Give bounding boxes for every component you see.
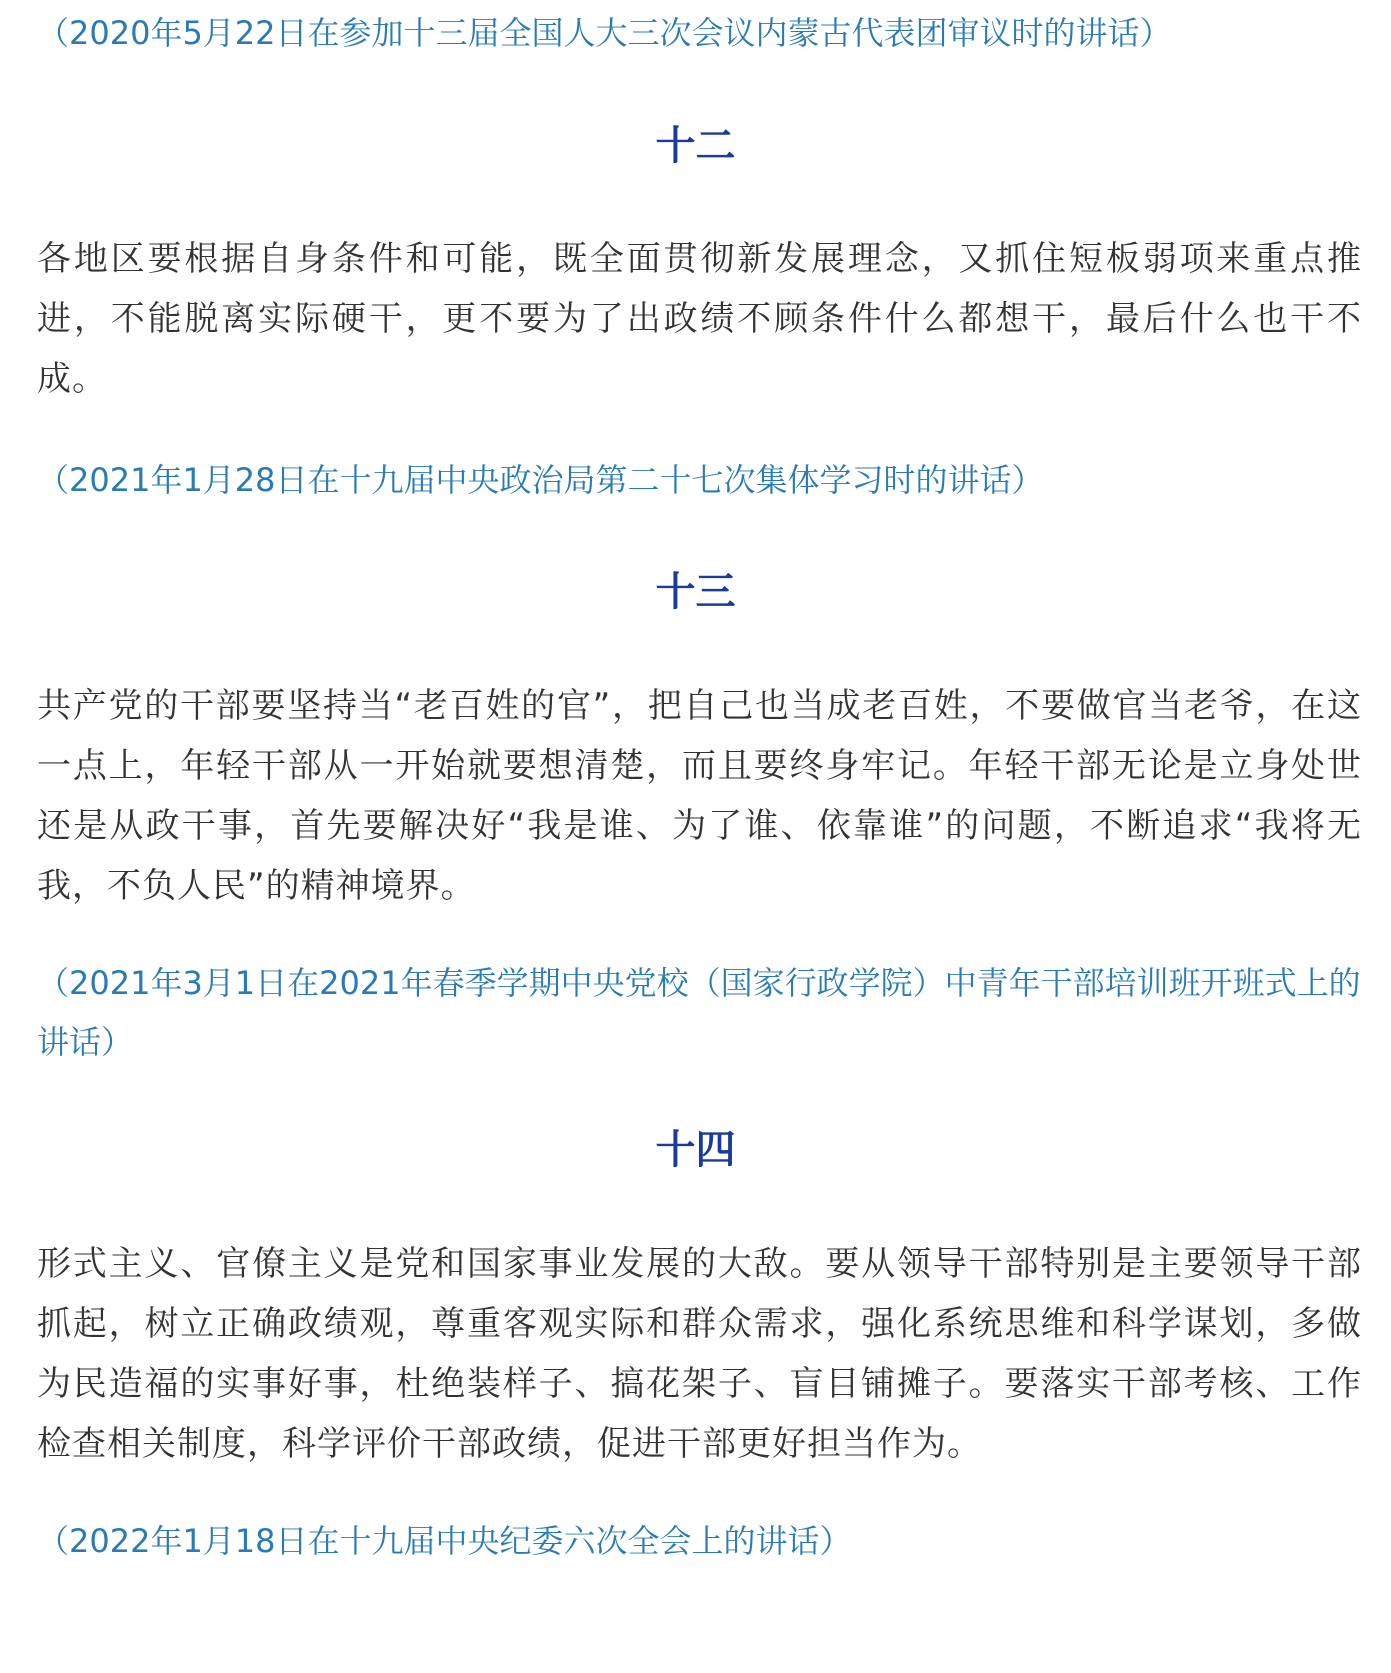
citation-2021-03-01: （2021年3月1日在2021年春季学期中央党校（国家行政学院）中青年干部培训班开班式上的讲话） [37,964,1361,1061]
section-paragraph-13: 共产党的干部要坚持当“老百姓的官”，把自己也当成老百姓，不要做官当老爷，在这一点上，年轻干部从一开始就要想清楚，而且要终身牢记。年轻干部无论是立身处世还是从政干事，首先要解决好“我是谁、为了谁、依靠谁”的问题，不断追求“我将无我，不负人民”的精神境界。 [37,686,1362,906]
section-heading-12: 十二 [655,123,736,169]
citation-2021-01-28: （2021年1月28日在十九届中央政治局第二十七次集体学习时的讲话） [37,461,1044,499]
section-paragraph-14: 形式主义、官僚主义是党和国家事业发展的大敌。要从领导干部特别是主要领导干部抓起，树立正确政绩观，尊重客观实际和群众需求，强化系统思维和科学谋划，多做为民造福的实事好事，杜绝装样子、搞花架子、盲目铺摊子。要落实干部考核、工作检查相关制度，科学评价干部政绩，促进干部更好担当作为。 [37,1244,1362,1464]
section-heading-13: 十三 [655,569,736,615]
citation-2020-05-22: （2020年5月22日在参加十三届全国人大三次会议内蒙古代表团审议时的讲话） [37,14,1172,52]
citation-2022-01-18: （2022年1月18日在十九届中央纪委六次全会上的讲话） [37,1522,852,1560]
section-heading-14: 十四 [655,1127,736,1173]
section-paragraph-12: 各地区要根据自身条件和可能，既全面贯彻新发展理念，又抓住短板弱项来重点推进，不能脱离实际硬干，更不要为了出政绩不顾条件什么都想干，最后什么也干不成。 [37,239,1362,399]
